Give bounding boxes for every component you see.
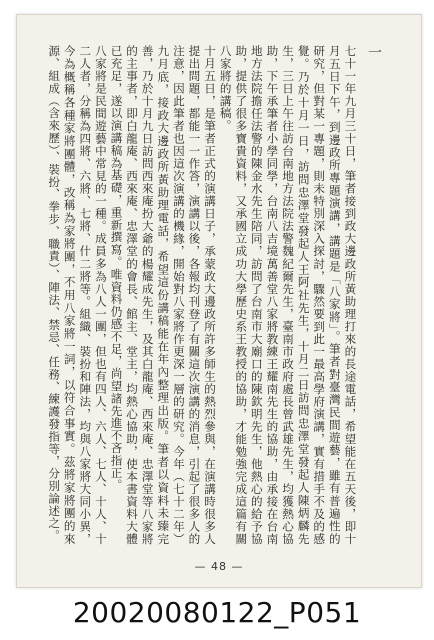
paragraph-2: 十月五日，是筆者正式的演講日子，承蒙政大邊政所許多師生的熱烈參與，在演講時很多人提出問題，都能一一作答，演講以後，各報均刊登了有關這次演講的消息，引起了很多人的注意，因此筆者也因這次演講的機緣，開始對八家將作更深一層的研究。今年（七十二年）九月底，接政大邊政所黃助理電話，希望這份講稿能在年內整理出版。筆者以資料未臻完善，乃於十月九日訪問西來庵扮大爺的楊耀成先生，及其白龍庵、西來庵、忠澤堂等八家將的主事者，即白龍庵、西來庵、忠澤堂的會長、館主、堂主，均熱心協助，使本書資料大體已充足，遂以演講稿為基礎，重新撰寫。唯資料仍感不足，尚望諸先進不吝指正。	[109, 45, 218, 545]
vertical-text-column	[47, 45, 382, 545]
paragraph-3: 八家將是民間遊藝中常見的一種。成員多為八人一團，但也有四人、六人、七人、十人、十二人者，分稱為四將、六將、七將、什二將等。組織、裝扮和陣法，均與八家將大同小異，今為概稱各種家將團體，改稱為家將團，不用八家將一詞，以符合事實。茲將家將團的來源、組成（含來歷）、裝扮、拳步、職責）、陣法、禁忌、任務、練護發指等，分別論述之。	[47, 45, 108, 545]
archive-caption: 20020080122_P051	[72, 596, 362, 629]
book-page	[16, 14, 422, 588]
section-mark: 一	[366, 45, 382, 60]
paragraph-1: 七十一年九月三十日，筆者接到政大邊政所黃助理打來的長途電話，希望能在五天後，即十月五日下午，到邊政所專題演講，講題是「八家將」。筆者對臺灣民間遊藝，雖有普遍性的研究，但對某一專題，則未特別深入探討，驟然要到此一最高學府演講，實有措手不及的感覺。乃於十月一日，訪問忠澤堂發起人王阿社先生，十月二日訪問忠澤堂發起人陳炳麟先生，三日上午往訪台南地方法院法警魏紀爾先生，臺南市政府處長曾武雄先生，均獲熱心協助，下午承筆者小學同學，台南八吉境萬善堂八家將教練王耀南先生的協助，由承接在台南地方法院擔任法警的陳金水先生陪同，訪問了台南市大廟口的陳欽明先生，他熱心的給予協助，提供了很多寶貴資料，又承國立成功大學歷史系王教授的協助，才能勉強完成這篇有關八家將的講稿。	[218, 45, 358, 545]
page-number: — 48 —	[194, 560, 244, 573]
